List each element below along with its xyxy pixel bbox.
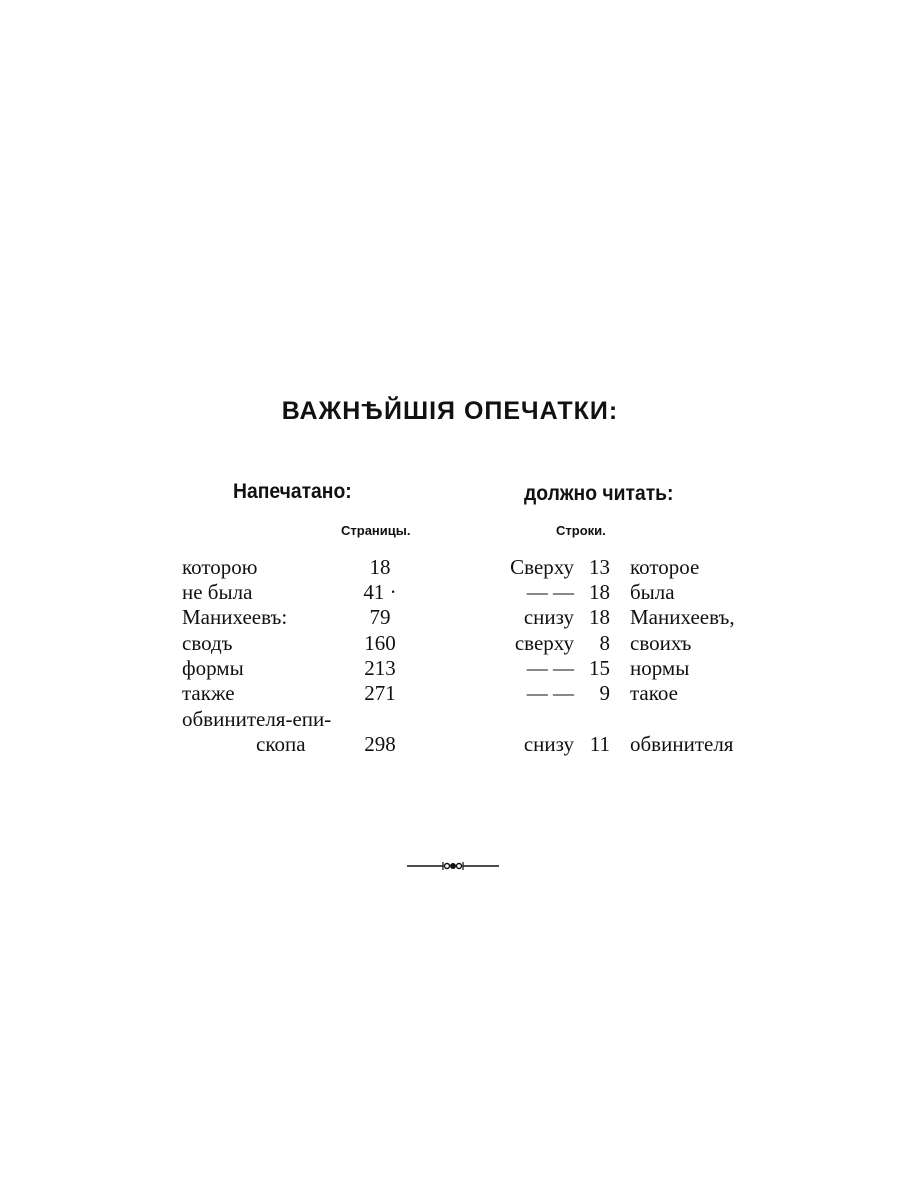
page-number: 18	[369, 555, 391, 579]
page-number: 213	[364, 656, 396, 680]
page-number: 79	[369, 605, 391, 629]
page-number: 271	[364, 681, 396, 705]
page-number: 41 ·	[363, 580, 397, 604]
line-side: — —	[526, 580, 574, 604]
printed-word: также	[182, 681, 235, 705]
lines-subheader: Строки.	[556, 523, 606, 538]
page-number: 298	[364, 732, 396, 756]
line-number: 13	[589, 555, 610, 579]
page-title: ВАЖНѢЙШІЯ ОПЕЧАТКИ:	[281, 397, 619, 425]
printed-column-header: Напечатано:	[233, 480, 352, 503]
printed-word: которою	[182, 555, 258, 579]
printed-word: Манихеевъ:	[182, 605, 288, 629]
should-read-column-header: должно читать:	[524, 482, 674, 505]
correct-word: нормы	[630, 656, 690, 680]
page-number: 160	[364, 631, 396, 655]
ornament-divider-icon	[405, 857, 501, 880]
correct-word: которое	[630, 555, 700, 579]
line-side: — —	[526, 656, 574, 680]
printed-word: формы	[182, 656, 244, 680]
line-number: 18	[589, 580, 610, 604]
correct-word: Манихеевъ,	[630, 605, 735, 629]
line-number: 8	[599, 631, 610, 655]
line-side: Сверху	[510, 555, 574, 579]
correct-word: была	[630, 580, 675, 604]
correct-word: своихъ	[630, 631, 692, 655]
line-side: снизу	[523, 732, 574, 756]
line-side: — —	[526, 681, 574, 705]
line-number: 9	[599, 681, 610, 705]
line-number: 15	[589, 656, 610, 680]
printed-word-line1: обвинителя-епи-	[182, 707, 332, 731]
line-side: сверху	[514, 631, 574, 655]
correct-word: обвинителя	[630, 732, 734, 756]
line-number: 18	[589, 605, 610, 629]
correct-word: такое	[630, 681, 678, 705]
printed-word-line2: скопа	[256, 732, 306, 756]
pages-subheader: Страницы.	[341, 523, 411, 538]
line-number: 11	[589, 732, 610, 756]
printed-word: не была	[182, 580, 253, 604]
printed-word: сводъ	[182, 631, 233, 655]
line-side: снизу	[523, 605, 574, 629]
